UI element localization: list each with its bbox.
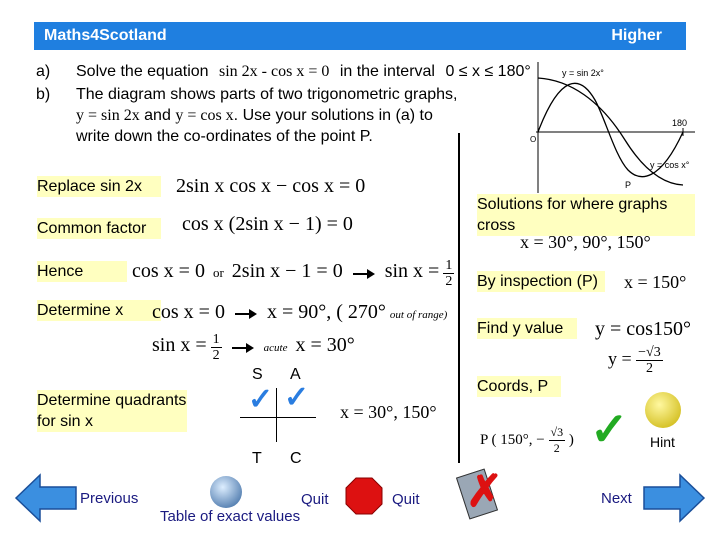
question-a-label: a): [36, 63, 51, 80]
y-value: [608, 345, 663, 376]
question-a-interval-text: in the interval: [339, 63, 435, 80]
table-globe-icon[interactable]: [210, 476, 242, 508]
working-eq3: [132, 258, 454, 289]
quadrant-a: A: [290, 366, 301, 383]
label-replace-text: Replace sin 2x: [37, 178, 142, 195]
question-a-text: [76, 61, 531, 82]
y-value-pre: y =: [608, 348, 632, 369]
eq4-arrow-icon: [235, 308, 257, 320]
eq5-arrow-icon: [232, 342, 254, 354]
label-determine-x: Determine x: [37, 300, 161, 321]
question-b-y1: y = sin 2x: [76, 107, 140, 124]
quadrant-c: C: [290, 450, 302, 467]
graph-label-180: 180: [672, 118, 688, 128]
quadrant-t: T: [252, 450, 262, 467]
eq5-fraction: [211, 332, 222, 363]
quadrant-solution: x = 30°, 150°: [340, 402, 437, 422]
eq5-num: 1: [212, 332, 220, 347]
label-hence: Hence: [37, 261, 127, 282]
question-b-rest: . Use your solutions in (a) to: [233, 107, 433, 124]
divider-line: [458, 133, 460, 463]
find-y-equation: y = cos150°: [595, 318, 691, 340]
eq5-den: 2: [212, 348, 220, 363]
graph-label-p: P: [625, 180, 632, 190]
check-icon-s: ✓: [248, 383, 274, 416]
question-b-line1: The diagram shows parts of two trigonometric graphs,: [76, 86, 458, 103]
eq3-cos: cos x = 0: [132, 260, 205, 283]
graph-label-cos: y = cos x°: [650, 160, 690, 170]
eq3-num: 1: [445, 258, 453, 273]
question-b-line2: [76, 105, 433, 126]
graph-label-origin: O: [530, 135, 537, 144]
stop-sign-icon[interactable]: [344, 476, 384, 516]
working-eq4: [152, 301, 447, 324]
eq3-or: or: [212, 265, 224, 281]
previous-button[interactable]: Previous: [80, 490, 139, 507]
quadrant-s: S: [252, 366, 263, 383]
quadrant-horizontal-axis: [240, 417, 316, 418]
label-replace: [37, 176, 161, 197]
level-label: Higher: [611, 27, 662, 44]
label-determine-quadrants: Determine quadrants for sin x: [37, 392, 187, 430]
label-find-y: Find y value: [477, 318, 577, 339]
inspection-x: x = 150°: [624, 272, 687, 292]
working-eq2: cos x (2sin x − 1) = 0: [182, 213, 353, 235]
quit-link-1[interactable]: Quit: [301, 491, 329, 508]
question-b-label: b): [36, 86, 51, 103]
coords-fraction: [549, 425, 566, 456]
eq5-acute: acute: [263, 342, 288, 355]
coords-p: [480, 425, 574, 456]
coords-num: √3: [550, 425, 564, 439]
hint-link[interactable]: Hint: [650, 434, 675, 450]
question-a-equation: sin 2x - cos x = 0: [219, 63, 330, 80]
label-coords: Coords, P: [477, 376, 561, 397]
question-b-and: and: [144, 107, 171, 124]
y-value-fraction: [636, 345, 663, 376]
big-check-icon: ✓: [590, 403, 629, 455]
eq3-sin: 2sin x − 1 = 0: [231, 260, 343, 283]
next-arrow-icon[interactable]: [642, 473, 706, 523]
label-by-inspection: By inspection (P): [477, 271, 605, 292]
header-bar: [34, 22, 686, 50]
eq3-fraction: [443, 258, 454, 289]
question-b-y2: y = cos x: [175, 107, 234, 124]
check-icon-a: ✓: [284, 381, 310, 414]
coords-p-pre: P ( 150°, −: [480, 431, 545, 448]
coords-close: ): [568, 431, 574, 448]
eq5-sin: sin x =: [152, 334, 207, 357]
coords-den: 2: [553, 441, 560, 455]
cross-solutions: x = 30°, 90°, 150°: [520, 232, 651, 252]
app-title: Maths4Scotland: [44, 27, 167, 44]
y-value-num: −√3: [638, 345, 661, 360]
trig-graph: [500, 60, 710, 195]
eq4-cos: cos x = 0: [152, 301, 225, 323]
eq3-result: sin x =: [384, 260, 440, 283]
eq3-den: 2: [445, 274, 453, 289]
label-common-factor: Common factor: [37, 218, 161, 239]
eq4-out-of-range: out of range): [389, 309, 448, 321]
eq3-arrow-icon: [353, 268, 375, 280]
question-a-interval: 0 ≤ x ≤ 180°: [445, 63, 531, 80]
quadrant-vertical-axis: [276, 388, 277, 442]
working-eq5: [152, 332, 355, 363]
eq5-result: x = 30°: [295, 334, 355, 357]
hint-bulb-icon[interactable]: [645, 392, 681, 428]
next-button[interactable]: Next: [601, 490, 632, 507]
graph-label-sin: y = sin 2x°: [562, 68, 604, 78]
eq4-result: x = 90°, ( 270°: [266, 301, 386, 323]
table-of-exact-values-link[interactable]: Table of exact values: [160, 508, 301, 525]
previous-arrow-icon[interactable]: [14, 473, 78, 523]
question-b-line3: write down the co-ordinates of the point P.: [76, 128, 373, 145]
working-eq1: 2sin x cos x − cos x = 0: [176, 175, 366, 197]
quit-link-2[interactable]: Quit: [392, 491, 420, 508]
label-solutions-cross: Solutions for where graphs cross: [477, 194, 695, 236]
y-value-den: 2: [645, 361, 653, 376]
question-a-intro: Solve the equation: [76, 63, 209, 80]
calculator-icon[interactable]: ✗: [460, 468, 496, 518]
